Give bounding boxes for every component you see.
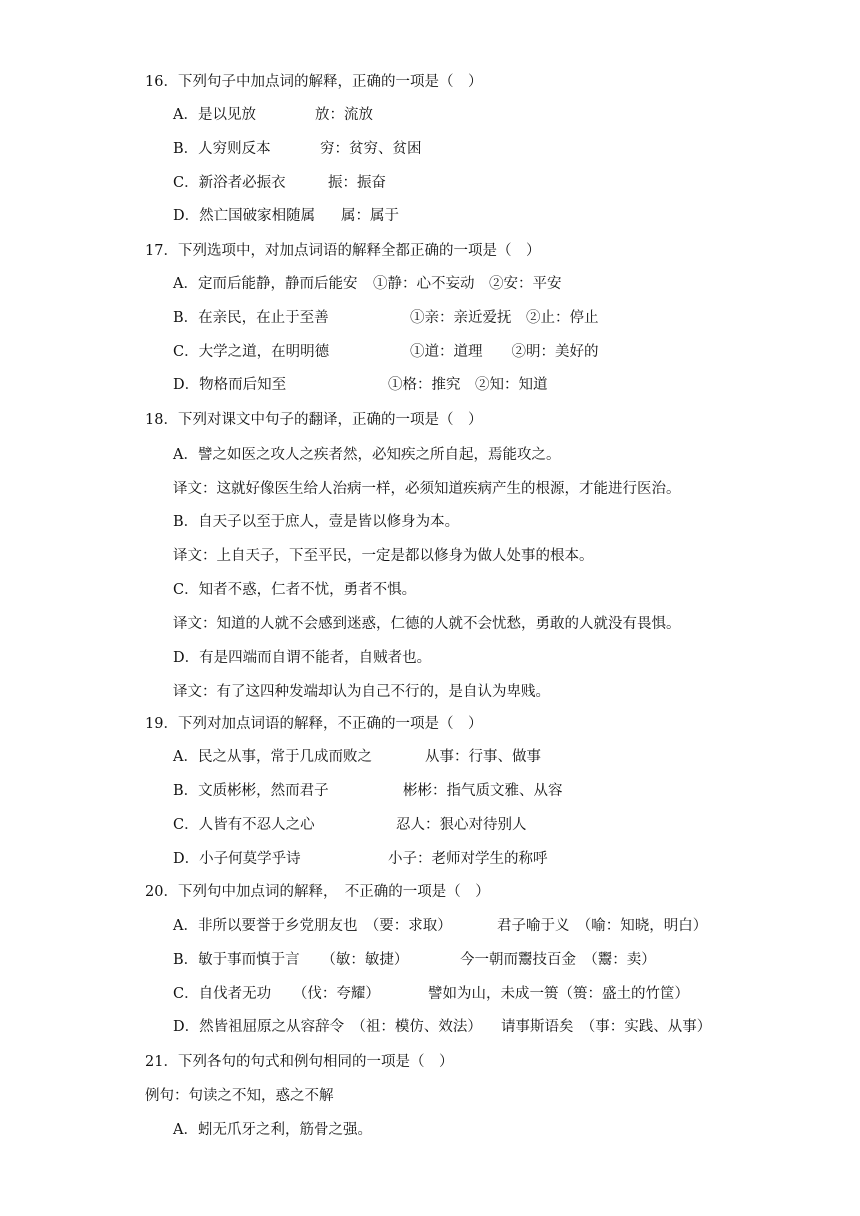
q20-option-d-second: 请事斯语矣 （事：实践、从事）	[501, 1019, 712, 1035]
q18-option-b: B．自天子以至于庶人，壹是皆以修身为本。	[173, 514, 460, 530]
q19-option-b: B．文质彬彬，然而君子	[173, 783, 329, 799]
q18-option-b-translation: 译文：上自天子，下至平民，一定是都以修身为做人处事的根本。	[173, 548, 594, 564]
q19-option-d-gloss: 小子：老师对学生的称呼	[388, 851, 548, 867]
q17-option-a: A．定而后能静，静而后能安	[173, 276, 358, 292]
question-17-stem: 17．下列选项中，对加点词语的解释全都正确的一项是（ ）	[145, 243, 541, 259]
q16-option-c-gloss: 振：振奋	[328, 175, 386, 191]
q17-option-d: D．物格而后知至	[173, 377, 287, 393]
q16-option-a-gloss: 放：流放	[315, 107, 373, 123]
q18-option-c-translation: 译文：知道的人就不会感到迷惑，仁德的人就不会忧愁，勇敢的人就没有畏惧。	[173, 616, 681, 632]
q18-option-c: C．知者不惑，仁者不忧，勇者不惧。	[173, 582, 417, 598]
q19-option-b-gloss: 彬彬：指气质文雅、从容	[403, 783, 563, 799]
q19-option-d: D．小子何莫学乎诗	[173, 851, 301, 867]
q17-option-c: C．大学之道，在明明德	[173, 344, 330, 360]
q16-option-d-gloss: 属：属于	[341, 208, 399, 224]
q16-option-a: A．是以见放	[173, 107, 256, 123]
q20-option-c-second: 譬如为山，未成一篑（篑：盛土的竹筐）	[428, 986, 689, 1002]
q16-option-b-gloss: 穷：贫穷、贫困	[320, 141, 422, 157]
q19-option-a-gloss: 从事：行事、做事	[425, 749, 541, 765]
q19-option-c: C．人皆有不忍人之心	[173, 817, 315, 833]
q20-option-c: C．自伐者无功 （伐：夸耀）	[173, 986, 380, 1002]
q17-option-d-gloss: ①格：推究 ②知：知道	[388, 377, 548, 393]
q21-option-a: A．蚓无爪牙之利，筋骨之强。	[173, 1122, 372, 1138]
q16-option-d: D．然亡国破家相随属	[173, 208, 316, 224]
q20-option-b-second: 今一朝而鬻技百金 （鬻：卖）	[460, 952, 656, 968]
q18-option-a-translation: 译文：这就好像医生给人治病一样，必须知道疾病产生的根源，才能进行医治。	[173, 481, 681, 497]
q18-option-a: A．譬之如医之攻人之疾者然，必知疾之所自起，焉能攻之。	[173, 447, 561, 463]
q17-option-b: B．在亲民，在止于至善	[173, 310, 329, 326]
q21-example: 例句：句读之不知，惑之不解	[145, 1088, 334, 1104]
q20-option-d: D．然皆祖屈原之从容辞令 （祖：模仿、效法）	[173, 1019, 482, 1035]
question-20-stem: 20．下列句中加点词的解释， 不正确的一项是（ ）	[145, 884, 490, 900]
q20-option-a-second: 君子喻于义 （喻：知晓，明白）	[497, 918, 708, 934]
question-16-stem: 16．下列句子中加点词的解释，正确的一项是（ ）	[145, 74, 483, 90]
q19-option-a: A．民之从事，常于几成而败之	[173, 749, 372, 765]
q20-option-b: B．敏于事而慎于言 （敏：敏捷）	[173, 952, 409, 968]
q18-option-d-translation: 译文：有了这四种发端却认为自己不行的，是自认为卑贱。	[173, 684, 550, 700]
q18-option-d: D．有是四端而自谓不能者，自贼者也。	[173, 650, 432, 666]
question-19-stem: 19．下列对加点词语的解释，不正确的一项是（ ）	[145, 716, 483, 732]
q20-option-a: A．非所以要誉于乡党朋友也 （要：求取）	[173, 918, 452, 934]
q17-option-b-gloss: ①亲：亲近爱抚 ②止：停止	[410, 310, 599, 326]
q16-option-b: B．人穷则反本	[173, 141, 271, 157]
q16-option-c: C．新浴者必振衣	[173, 175, 286, 191]
q19-option-c-gloss: 忍人：狠心对待别人	[396, 817, 527, 833]
q17-option-a-gloss: ①静：心不妄动 ②安：平安	[373, 276, 562, 292]
question-18-stem: 18．下列对课文中句子的翻译，正确的一项是（ ）	[145, 412, 483, 428]
q17-option-c-gloss: ①道：道理 ②明：美好的	[410, 344, 599, 360]
question-21-stem: 21．下列各句的句式和例句相同的一项是（ ）	[145, 1054, 454, 1070]
